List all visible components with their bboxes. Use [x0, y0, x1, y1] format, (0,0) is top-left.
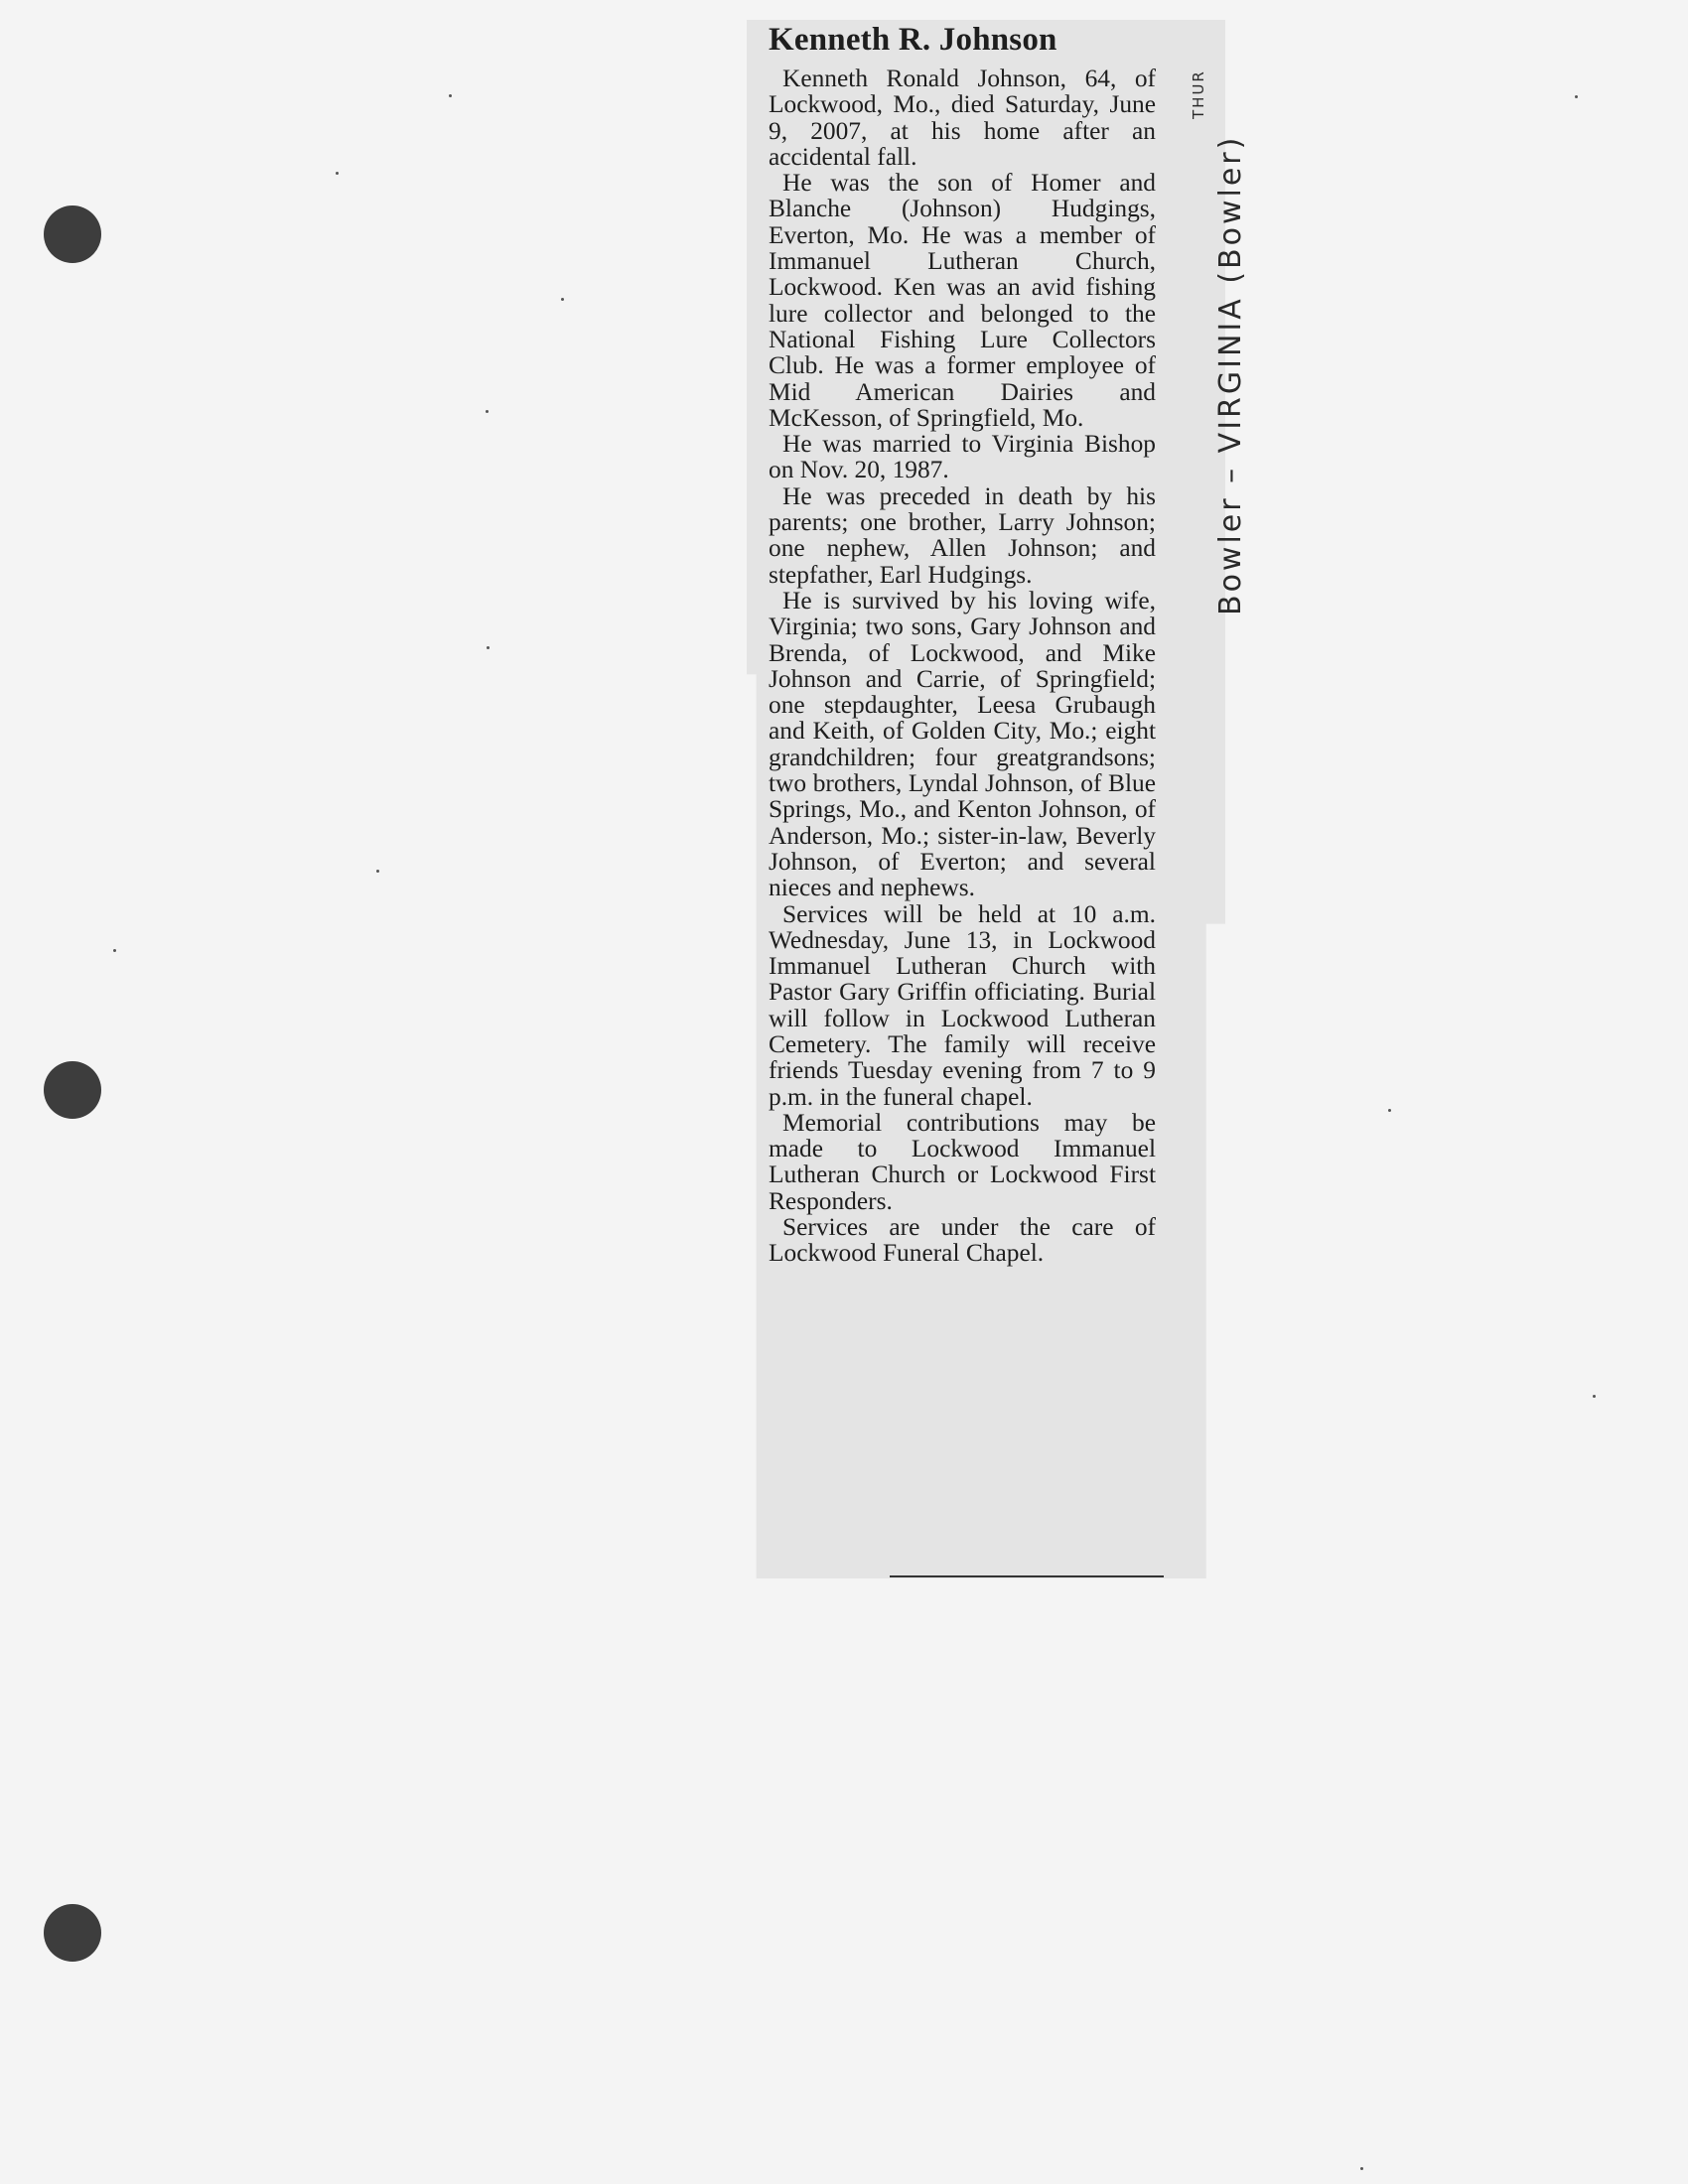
obituary-column	[769, 20, 1156, 1267]
binder-hole-bottom	[44, 1904, 101, 1962]
obituary-paragraph: He was preceded in death by his parents; one brother, Larry Johnson; one nephew, Allen Johnson; and stepfather, Earl Hudgings.	[769, 481, 1156, 589]
obituary-paragraph: Kenneth Ronald Johnson, 64, of Lockwood, Mo., died Saturday, June 9, 2007, at his home after an accidental fall.	[769, 65, 1156, 171]
scan-speck	[486, 410, 489, 413]
binder-hole-middle	[44, 1061, 101, 1119]
scan-speck	[1388, 1109, 1391, 1112]
scan-speck	[487, 646, 490, 649]
scan-speck	[561, 298, 564, 301]
scan-speck	[1593, 1395, 1596, 1398]
scan-speck	[376, 870, 379, 873]
obituary-paragraph: Services are under the care of Lockwood Funeral Chapel.	[769, 1213, 1156, 1268]
scan-speck	[1575, 95, 1578, 98]
obituary-paragraph: He is survived by his loving wife, Virginia; two sons, Gary Johnson and Brenda, of Lockwood, and Mike Johnson and Carrie, of Springfield; one stepdaughter, Leesa Grubaugh and Keith, of Golden City, Mo.; eight grandchildren; four greatgrandsons; two brothers, Lyndal Johnson, of Blue Springs, Mo., and Kenton Johnson, of Anderson, Mo.; sister-in-law, Beverly Johnson, of Everton; and several nieces and nephews.	[769, 586, 1156, 902]
obituary-paragraph: Services will be held at 10 a.m. Wednesday, June 13, in Lockwood Immanuel Lutheran Church with Pastor Gary Griffin officiating. Burial will follow in Lockwood Lutheran Cemetery. The family will receive friends Tuesday evening from 7 to 9 p.m. in the funeral chapel.	[769, 899, 1156, 1111]
handwritten-note: Bowler – VIRGINIA (Bowler)	[1213, 134, 1248, 615]
obituary-paragraph: Memorial contributions may be made to Lockwood Immanuel Lutheran Church or Lockwood First Responders.	[769, 1108, 1156, 1215]
clipping-end-rule	[890, 1575, 1164, 1577]
obituary-paragraph: He was the son of Homer and Blanche (Johnson) Hudgings, Everton, Mo. He was a member of Immanuel Lutheran Church, Lockwood. Ken was an avid fishing lure collector and belonged to the National Fishing Lure Collectors Club. He was a former employee of Mid American Dairies and McKesson, of Springfield, Mo.	[769, 169, 1156, 432]
scan-speck	[336, 172, 339, 175]
binder-hole-top	[44, 205, 101, 263]
scan-speck	[113, 949, 116, 952]
obituary-headline: Kenneth R. Johnson	[769, 22, 1057, 58]
scan-speck	[449, 94, 452, 97]
obituary-paragraph: He was married to Virginia Bishop on Nov. 20, 1987.	[769, 430, 1156, 484]
handwritten-note-extra: THUR	[1190, 69, 1207, 119]
scan-speck	[1360, 2167, 1363, 2170]
